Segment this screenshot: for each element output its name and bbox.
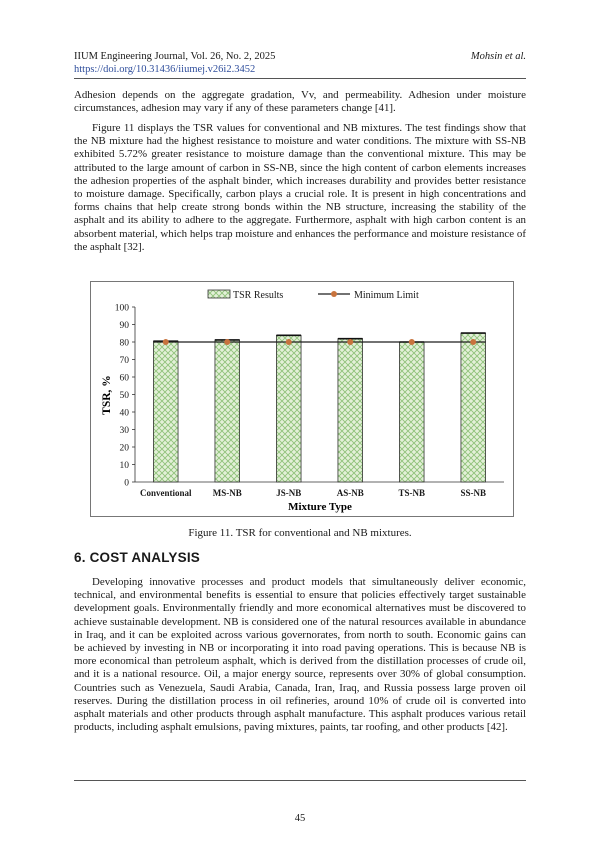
- legend-marker-minimum: [331, 291, 337, 297]
- paragraph-tsr-discussion: Figure 11 displays the TSR values for conventional and NB mixtures. The test findings show that the NB mixture had the highest resistance to moisture and water conditions. The mixture with SS-NB exhibited 5.72% greater resistance to moisture damage than the conventional mixture. This may be attributed to the large amount of carbon in SS-NB, since the high content of carbon elements increases the adhesion properties of the asphalt binder, which increases durability and provides better resistance to moisture damage. Specifically, carbon plays a crucial role. It is present in high concentrations and forms chains that help create strong bonds within the NB structure, increasing the stability of the asphalt and its ability to adhere to the aggregate. Furthermore, asphalt with high carbon content is an absorbent material, which helps trap moisture and enhances the performance and moisture resistance of the asphalt [32].: [74, 122, 526, 253]
- y-tick-label: 70: [119, 356, 129, 366]
- tsr-chart: [90, 281, 514, 517]
- page-number: 45: [294, 813, 306, 824]
- y-tick-label: 100: [114, 303, 129, 314]
- x-tick-label: TS-NB: [398, 488, 426, 498]
- running-authors: Mohsin et al.: [470, 51, 526, 62]
- y-tick-label: 30: [119, 426, 129, 436]
- x-tick-label: MS-NB: [212, 488, 242, 498]
- tsr-bar: [215, 340, 240, 482]
- footer-divider: [74, 780, 526, 781]
- tsr-chart-svg: [90, 281, 514, 517]
- doi-link[interactable]: https://doi.org/10.31436/iiumej.v26i2.3452: [74, 64, 256, 75]
- minimum-limit-marker: [409, 339, 415, 345]
- journal-citation: IIUM Engineering Journal, Vol. 26, No. 2, 2025: [74, 51, 276, 62]
- y-tick-label: 0: [124, 478, 129, 489]
- y-tick-label: 20: [119, 443, 129, 454]
- tsr-bar: [276, 335, 301, 482]
- y-axis-title: TSR, %: [101, 375, 113, 415]
- y-tick-label: 60: [119, 373, 129, 384]
- x-tick-label: JS-NB: [276, 488, 302, 498]
- x-tick-label: SS-NB: [460, 488, 487, 498]
- minimum-limit-marker: [224, 339, 230, 345]
- header-divider: [74, 78, 526, 79]
- minimum-limit-marker: [286, 339, 292, 345]
- tsr-bar: [399, 342, 424, 482]
- minimum-limit-marker: [470, 339, 476, 345]
- x-tick-label: Conventional: [139, 488, 192, 498]
- x-tick-label: AS-NB: [336, 488, 364, 498]
- y-tick-label: 40: [119, 408, 129, 419]
- section-heading: 6. COST ANALYSIS: [74, 550, 200, 565]
- x-axis-title: Mixture Type: [288, 501, 352, 513]
- paragraph-cost-analysis: Developing innovative processes and product models that simultaneously deliver economic, technical, and environmental benefits is essential to ensure that policies effectively target sustainable development goals. Environmentally friendly and more economical alternatives must be discovered to achieve sustainable development. NB is considered one of the natural resources available in abundance in Iraq, and it can be exploited across various governorates, from north to south. Economic gains can be achieved by investing in NB or incorporating it into road paving operations. This is because NB is more economical than petroleum asphalt, which is derived from the distillation processes of crude oil, and it is a national resource. Oil, a major energy source, represents over 30% of global consumption. Countries such as Venezuela, Saudi Arabia, Canada, Iran, Iraq, and Russia possess large proven oil reserves. During the distillation process in oil refineries, around 10% of crude oil is converted into asphalt materials and other products through asphalt manufacture. This asphalt produces various retail products, including asphalt emulsions, paving mixtures, paints, tar roofing, and other products [42].: [74, 576, 526, 734]
- legend-label-tsr: TSR Results: [233, 290, 284, 301]
- paragraph-adhesion: Adhesion depends on the aggregate gradation, Vv, and permeability. Adhesion under moisture circumstances, adhesion may vary if any of these parameters change [41].: [74, 89, 526, 115]
- y-tick-label: 50: [119, 391, 129, 401]
- legend-label-minimum: Minimum Limit: [354, 290, 419, 301]
- minimum-limit-marker: [347, 339, 353, 345]
- tsr-bar: [153, 341, 178, 482]
- tsr-bar: [461, 333, 486, 482]
- y-tick-label: 80: [119, 338, 129, 349]
- tsr-bar: [338, 339, 363, 482]
- figure-caption: Figure 11. TSR for conventional and NB mixtures.: [188, 527, 412, 539]
- legend-swatch-tsr: [208, 290, 230, 298]
- y-tick-label: 90: [119, 321, 129, 331]
- y-tick-label: 10: [119, 461, 129, 471]
- minimum-limit-marker: [163, 339, 169, 345]
